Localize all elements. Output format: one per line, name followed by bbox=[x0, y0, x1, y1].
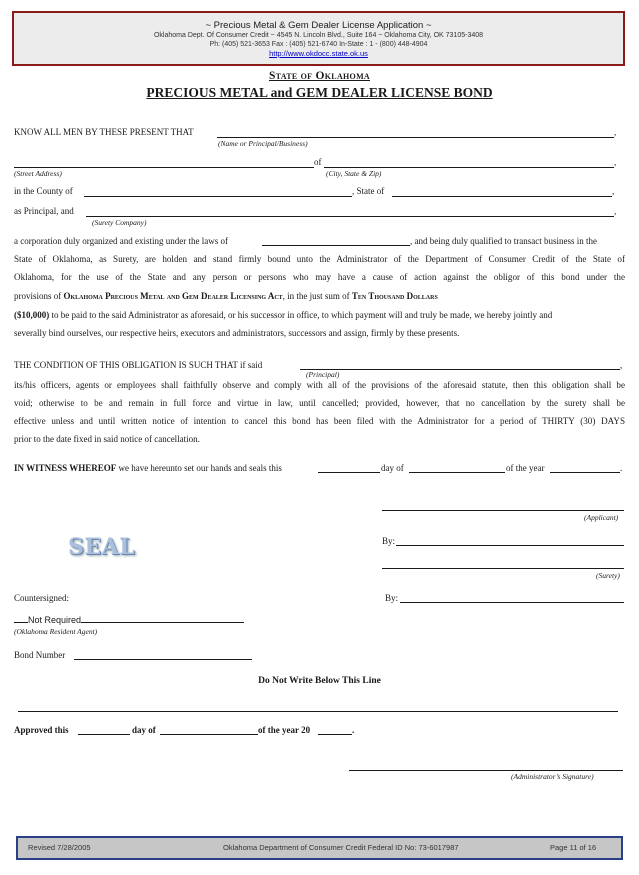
street-label: (Street Address) bbox=[14, 169, 62, 178]
corp-laws-field[interactable] bbox=[262, 245, 410, 246]
footer-revised: Revised 7/28/2005 bbox=[28, 843, 91, 852]
header-box bbox=[12, 11, 625, 66]
corp-lead-text: a corporation duly organized and existing under the laws of bbox=[14, 236, 229, 246]
footer-bar bbox=[16, 836, 623, 860]
approved-this-text: Approved this bbox=[14, 725, 69, 735]
administrator-signature-field[interactable] bbox=[349, 770, 623, 771]
name-label: (Name or Principal/Business) bbox=[218, 139, 308, 148]
document-title-state: State of Oklahoma bbox=[268, 70, 370, 82]
agent-label: (Oklahoma Resident Agent) bbox=[14, 627, 98, 636]
para1-line3: Oklahoma, for the use of the State and any person or persons who may have a cause of action against the obligor of this bond under the bbox=[14, 272, 625, 282]
para2-line4: prior to the date fixed in said notice of cancellation. bbox=[14, 434, 200, 444]
bond-number-field[interactable] bbox=[74, 659, 252, 660]
surety-signature-field[interactable] bbox=[382, 568, 624, 569]
sum-words: Ten Thousand Dollars bbox=[351, 291, 438, 301]
applicant-label: (Applicant) bbox=[584, 513, 619, 522]
by-signature-field-2[interactable] bbox=[400, 602, 624, 603]
footer-page-number: Page 11 of 16 bbox=[550, 843, 597, 852]
corp-tail-text: , and being duly qualified to transact business in the bbox=[410, 236, 597, 246]
para1-line5: ($10,000) to be paid to the said Administrator as aforesaid, or his successor in office, to which payment will and truly be made, we hereby jointly and bbox=[14, 310, 553, 320]
state-field[interactable] bbox=[392, 196, 612, 197]
surety-label: (Surety Company) bbox=[92, 218, 147, 227]
header-title: ~ Precious Metal & Gem Dealer License Application ~ bbox=[205, 20, 432, 31]
header-phones: Ph: (405) 521-3653 Fax : (405) 521-6740 In-State : 1 - (800) 448-4904 bbox=[209, 41, 428, 48]
document-title-bond: PRECIOUS METAL and GEM DEALER LICENSE BOND bbox=[146, 85, 493, 100]
header-url-link[interactable]: http://www.okdocc.state.ok.us bbox=[269, 49, 368, 58]
witness-year-field[interactable] bbox=[550, 472, 620, 473]
para2-line2: void; otherwise to be and remain in full force and virtue in law, until cancelled; provided, however, that no cancellation by the surety shall be bbox=[14, 398, 625, 408]
condition-text: THE CONDITION OF THIS OBLIGATION IS SUCH THAT if said bbox=[14, 360, 263, 370]
do-not-write-text: Do Not Write Below This Line bbox=[258, 676, 381, 686]
approved-year-text: of the year 20 bbox=[258, 725, 311, 735]
approved-day-of: day of bbox=[132, 725, 156, 735]
footer-federal-id: Oklahoma Department of Consumer Credit Federal ID No: 73-6017987 bbox=[223, 843, 459, 852]
sum-figure: ($10,000) bbox=[14, 310, 50, 320]
principal-label: (Principal) bbox=[306, 370, 340, 379]
approved-month-field[interactable] bbox=[160, 734, 258, 735]
agent-value: Not Required bbox=[28, 615, 82, 625]
witness-month-field[interactable] bbox=[409, 472, 505, 473]
para1-line4: provisions of Oklahoma Precious Metal and Gem Dealer Licensing Act, in the just sum of Ten Thousand Dollars bbox=[14, 291, 438, 301]
by-signature-field-1[interactable] bbox=[396, 545, 624, 546]
witness-of-year: of the year bbox=[506, 463, 545, 473]
of-text: of bbox=[314, 157, 322, 167]
para2-line3: effective unless and until written notice of intention to cancel this bond has been filed with the Administrator for a period of THIRTY (30) DAYS bbox=[14, 416, 625, 426]
street-address-field[interactable] bbox=[14, 167, 314, 168]
principal-field[interactable] bbox=[300, 369, 620, 370]
by-label-2: By: bbox=[385, 593, 399, 603]
bond-number-label: Bond Number bbox=[14, 650, 66, 660]
para2-line1: its/his officers, agents or employees shall faithfully observe and comply with all of the provisions of the aforesaid statute, then this obligation shall be bbox=[14, 380, 625, 390]
para1-line2: State of Oklahoma, as Surety, are holden and stand firmly bound unto the Administrator of the Department of Consumer Credit of the State of bbox=[14, 254, 625, 264]
act-name: Oklahoma Precious Metal and Gem Dealer Licensing Act bbox=[63, 291, 283, 301]
approved-year-field[interactable] bbox=[318, 734, 352, 735]
city-label: (City, State & Zip) bbox=[326, 169, 382, 178]
principal-and-text: as Principal, and bbox=[14, 206, 74, 216]
seal-stamp: SEAL bbox=[68, 534, 136, 560]
approved-day-field[interactable] bbox=[78, 734, 130, 735]
countersigned-label: Countersigned: bbox=[14, 593, 69, 603]
city-state-zip-field[interactable] bbox=[324, 167, 614, 168]
surety-sig-label: (Surety) bbox=[596, 571, 620, 580]
agent-field[interactable] bbox=[14, 615, 244, 625]
by-label-1: By: bbox=[382, 536, 396, 546]
witness-day-of: day of bbox=[381, 463, 404, 473]
witness-text: IN WITNESS WHEREOF we have hereunto set our hands and seals this bbox=[14, 463, 282, 473]
county-field[interactable] bbox=[84, 196, 352, 197]
witness-day-field[interactable] bbox=[318, 472, 380, 473]
state-label: , State of bbox=[352, 186, 385, 196]
surety-company-field[interactable] bbox=[86, 216, 614, 217]
para1-line6: severally bind ourselves, our respective heirs, executors and administrators, successors and assign, firmly by these presents. bbox=[14, 328, 460, 338]
applicant-signature-field[interactable] bbox=[382, 510, 624, 511]
header-address: Oklahoma Dept. Of Consumer Credit ~ 4545 N. Lincoln Blvd., Suite 164 ~ Oklahoma City, OK 73105-3408 bbox=[153, 32, 484, 39]
administrator-label: (Administrator’s Signature) bbox=[511, 772, 594, 781]
know-all-text: KNOW ALL MEN BY THESE PRESENT THAT bbox=[14, 127, 194, 137]
principal-name-field[interactable] bbox=[217, 137, 614, 138]
county-label: in the County of bbox=[14, 186, 73, 196]
separator-line bbox=[18, 711, 618, 712]
